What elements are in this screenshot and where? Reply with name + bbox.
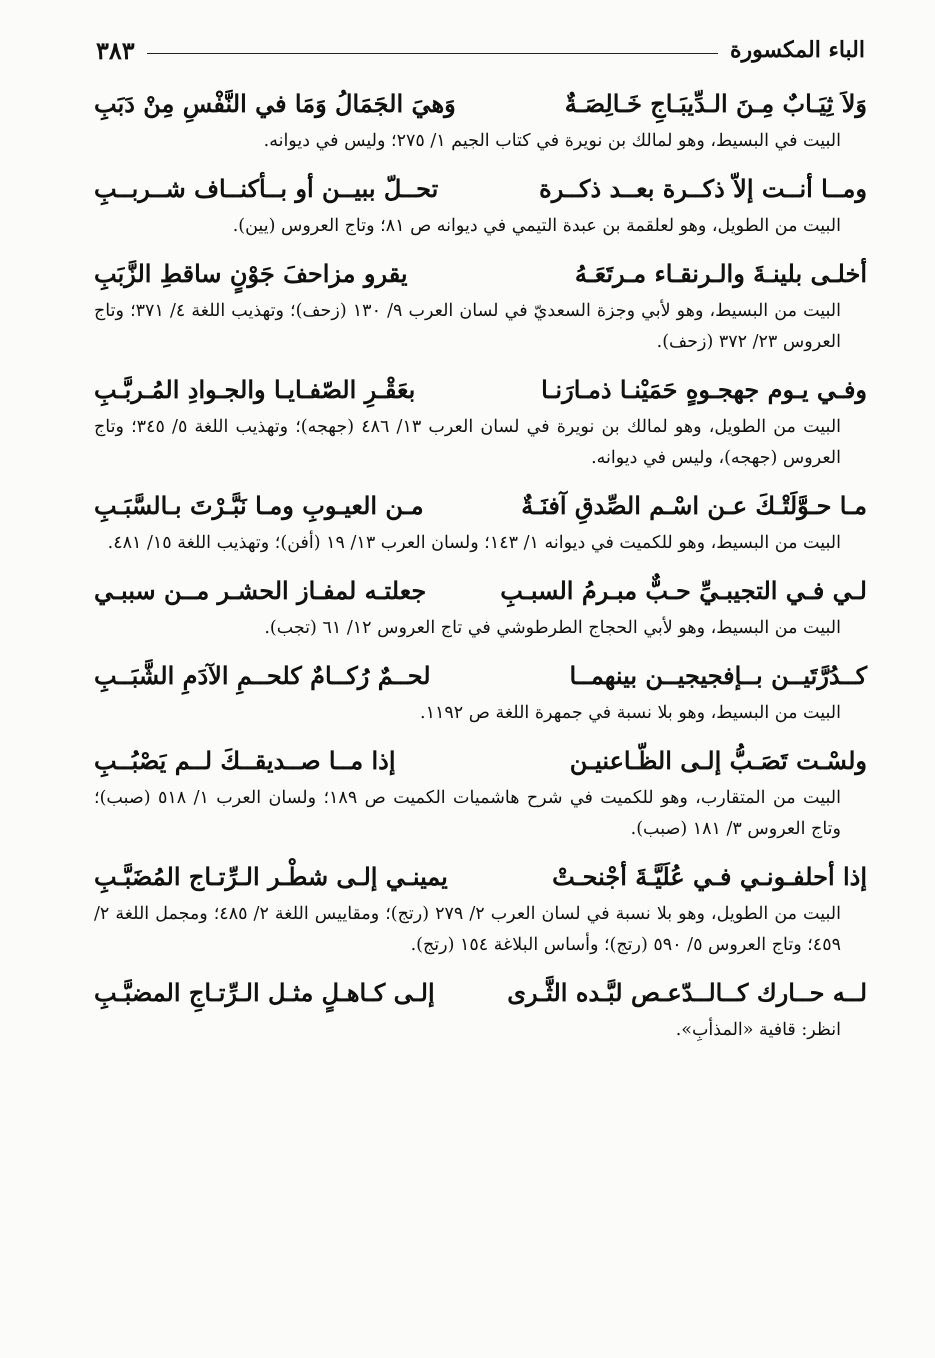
first-hemistich: أخلـى بلينـةَ والـرنقـاء مـرتَعَـهُ xyxy=(574,259,867,288)
verse-note: البيت من المتقارب، وهو للكميت في شرح هاشميات الكميت ص ١٨٩؛ ولسان العرب ١/ ٥١٨ (صبب)؛ وتاج العروس ٣/ ١٨١ (صبب). xyxy=(94,788,841,839)
second-hemistich: جعلتـه لمفـاز الحشـر مــن سببـي xyxy=(94,576,427,605)
verse-line xyxy=(94,486,867,526)
verse-note: انظر: قافية «المذأبِ». xyxy=(675,1020,841,1040)
verse-line xyxy=(94,169,867,209)
first-hemistich: ولسْـت تَصَـبُّ إلـى الظّـاعنيـن xyxy=(569,746,867,775)
second-hemistich: إذا مــا صــديقــكَ لــم يَصْبُــبِ xyxy=(94,746,396,775)
header-rule xyxy=(147,53,718,54)
verse-note: البيت من البسيط، وهو بلا نسبة في جمهرة اللغة ص ١١٩٢. xyxy=(419,703,841,723)
first-hemistich: إذا أحلفـونـي فـي عُلَيَّـةَ أجْنحـتْ xyxy=(552,862,867,891)
verse-line xyxy=(94,370,867,410)
second-hemistich: تحــلّ ببيــن أو بــأكنــاف شــربــبِ xyxy=(94,174,439,203)
second-hemistich: لحــمٌ رُكــامٌ كلحــمِ الآدَمِ الشَّبَــبِ xyxy=(94,661,431,690)
verse-entry xyxy=(94,741,867,845)
second-hemistich: إلـى كـاهـلٍ مثـل الـرِّتـاجِ المضبَّـبِ xyxy=(94,978,435,1007)
verse-line xyxy=(94,571,867,611)
verse-line xyxy=(94,973,867,1013)
verse-note: البيت من البسيط، وهو لأبي الحجاج الطرطوشي في تاج العروس ١٢/ ٦١ (تجب). xyxy=(264,618,841,638)
first-hemistich: كــدُرَّتَيــن بــإفجيجيــن بينهمــا xyxy=(569,661,867,690)
verse-note: البيت من الطويل، وهو لعلقمة بن عبدة التيمي في ديوانه ص ٨١؛ وتاج العروس (يين). xyxy=(232,216,841,236)
verse-entry xyxy=(94,973,867,1046)
verse-entry xyxy=(94,370,867,474)
chapter-title: الباء المكسورة xyxy=(730,37,865,63)
verse-entry xyxy=(94,84,867,157)
verse-entry xyxy=(94,857,867,961)
verse-line xyxy=(94,254,867,294)
verse-entry xyxy=(94,571,867,644)
verse-line xyxy=(94,84,867,124)
first-hemistich: وفـي يـوم جهجـوهٍ حَمَيْنـا ذمـارَنـا xyxy=(541,375,867,404)
verse-list xyxy=(94,84,867,1058)
verse-line xyxy=(94,857,867,897)
verse-entry xyxy=(94,254,867,358)
first-hemistich: لـي فـي التجيبـيِّ حـبٌّ مبـرمُ السبـبِ xyxy=(500,576,867,605)
first-hemistich: وَلاَ ثِيَـابٌ مِـنَ الـدِّيبَـاجِ خَـالِصَـةٌ xyxy=(564,89,867,118)
page-header xyxy=(96,32,865,68)
first-hemistich: ومــا أنــت إلاّ ذكــرة بعــد ذكــرة xyxy=(539,174,867,203)
second-hemistich: مـن العيـوبِ ومـا نَبَّـرْتَ بـالسَّبَـبِ xyxy=(94,491,424,520)
second-hemistich: وَهيَ الجَمَالُ وَمَا في النَّفْسِ مِنْ دَبَبِ xyxy=(94,89,456,118)
verse-entry xyxy=(94,486,867,559)
verse-entry xyxy=(94,656,867,729)
verse-note: البيت من الطويل، وهو بلا نسبة في لسان العرب ٢/ ٢٧٩ (رتج)؛ ومقاييس اللغة ٢/ ٤٨٥؛ ومجمل اللغة ٢/ ٤٥٩؛ وتاج العروس ٥/ ٥٩٠ (رتج)؛ وأساس البلاغة ١٥٤ (رتج). xyxy=(94,904,841,955)
second-hemistich: يمينـي إلـى شطْـر الـرِّتـاج المُضَبَّـبِ xyxy=(94,862,448,891)
second-hemistich: بعَقْـرِ الصّفـايـا والجـوادِ المُـربَّـبِ xyxy=(94,375,416,404)
verse-line xyxy=(94,741,867,781)
first-hemistich: لــه حــارك كــالــدّعـص لبَّـده الثَّـرى xyxy=(507,978,867,1007)
verse-note: البيت في البسيط، وهو لمالك بن نويرة في كتاب الجيم ١/ ٢٧٥؛ وليس في ديوانه. xyxy=(263,131,841,151)
verse-entry xyxy=(94,169,867,242)
first-hemistich: مـا حـوَّلَتْـكَ عـن اسْـم الصِّدقِ آفنَـةٌ xyxy=(521,491,867,520)
verse-note: البيت من البسيط، وهو لأبي وجزة السعديّ في لسان العرب ٩/ ١٣٠ (زحف)؛ وتهذيب اللغة ٤/ ٣٧١؛ وتاج العروس ٢٣/ ٣٧٢ (زحف). xyxy=(94,301,842,352)
second-hemistich: يقرو مزاحفَ جَوْنٍ ساقطِ الزَّبَبِ xyxy=(94,259,408,288)
verse-line xyxy=(94,656,867,696)
page-number: ٣٨٣ xyxy=(96,35,135,65)
verse-note: البيت من البسيط، وهو للكميت في ديوانه ١/ ١٤٣؛ ولسان العرب ١٣/ ١٩ (أفن)؛ وتهذيب اللغة ١٥/ ٤٨١. xyxy=(107,533,841,553)
verse-note: البيت من الطويل، وهو لمالك بن نويرة في لسان العرب ١٣/ ٤٨٦ (جهجه)؛ وتهذيب اللغة ٥/ ٣٤٥؛ وتاج العروس (جهجه)، وليس في ديوانه. xyxy=(94,417,842,468)
